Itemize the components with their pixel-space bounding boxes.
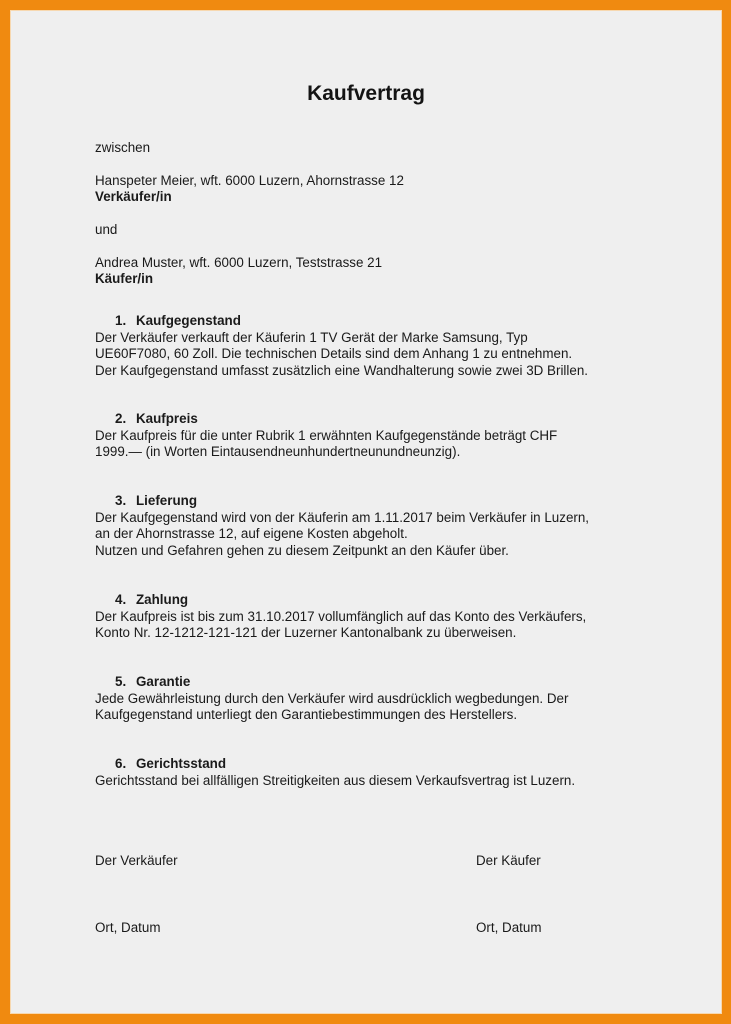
section-gerichtsstand: [95, 756, 655, 789]
intro-text: zwischen: [95, 140, 151, 155]
document-page: [10, 10, 722, 1014]
section-line: Gerichtsstand bei allfälligen Streitigkeiten aus diesem Verkaufsvertrag ist Luzern.: [95, 772, 576, 788]
seller-role: Verkäufer/in: [95, 189, 172, 204]
buyer-signature-label: Der Käufer: [476, 853, 541, 868]
section-heading: 6. Gerichtsstand: [115, 756, 227, 771]
section-heading: 2. Kaufpreis: [115, 411, 198, 426]
section-line: Der Verkäufer verkauft der Käuferin 1 TV Gerät der Marke Samsung, Typ: [95, 329, 528, 345]
section-line: an der Ahornstrasse 12, auf eigene Kosten abgeholt.: [95, 526, 408, 541]
section-line: Konto Nr. 12-1212-121-121 der Luzerner Kantonalbank zu überweisen.: [95, 625, 517, 640]
section-line: Der Kaufgegenstand umfasst zusätzlich eine Wandhalterung sowie zwei 3D Brillen.: [95, 362, 588, 378]
buyer-role: Käufer/in: [95, 271, 154, 286]
buyer-place-date: Ort, Datum: [476, 920, 542, 935]
section-garantie: [95, 674, 655, 724]
section-zahlung: [95, 592, 655, 642]
seller-details: Hanspeter Meier, wft. 6000 Luzern, Ahornstrasse 12: [95, 173, 404, 188]
conjunction-text: und: [95, 222, 118, 237]
section-line: Der Kaufpreis ist bis zum 31.10.2017 vollumfänglich auf das Konto des Verkäufers,: [95, 608, 587, 624]
section-heading: 5. Garantie: [115, 674, 191, 689]
section-heading: 3. Lieferung: [115, 493, 198, 508]
section-line: Jede Gewährleistung durch den Verkäufer wird ausdrücklich wegbedungen. Der: [95, 690, 569, 706]
section-line: Kaufgegenstand unterliegt den Garantiebestimmungen des Herstellers.: [95, 707, 518, 722]
seller-place-date: Ort, Datum: [95, 920, 161, 935]
section-line: Der Kaufgegenstand wird von der Käuferin am 1.11.2017 beim Verkäufer in Luzern,: [95, 509, 590, 525]
section-heading: 1. Kaufgegenstand: [115, 313, 241, 328]
section-line: UE60F7080, 60 Zoll. Die technischen Details sind dem Anhang 1 zu entnehmen.: [95, 346, 573, 361]
section-kaufpreis: [95, 411, 655, 461]
section-lieferung: [95, 493, 655, 559]
section-line: Der Kaufpreis für die unter Rubrik 1 erwähnten Kaufgegenstände beträgt CHF: [95, 427, 558, 443]
section-line: Nutzen und Gefahren gehen zu diesem Zeitpunkt an den Käufer über.: [95, 542, 509, 558]
document-title: Kaufvertrag: [307, 82, 425, 105]
section-kaufgegenstand: [95, 313, 655, 379]
buyer-details: Andrea Muster, wft. 6000 Luzern, Teststrasse 21: [95, 255, 383, 270]
section-line: 1999.— (in Worten Eintausendneunhundertneunundneunzig).: [95, 444, 461, 459]
section-heading: 4. Zahlung: [115, 592, 189, 607]
seller-signature-label: Der Verkäufer: [95, 853, 178, 868]
